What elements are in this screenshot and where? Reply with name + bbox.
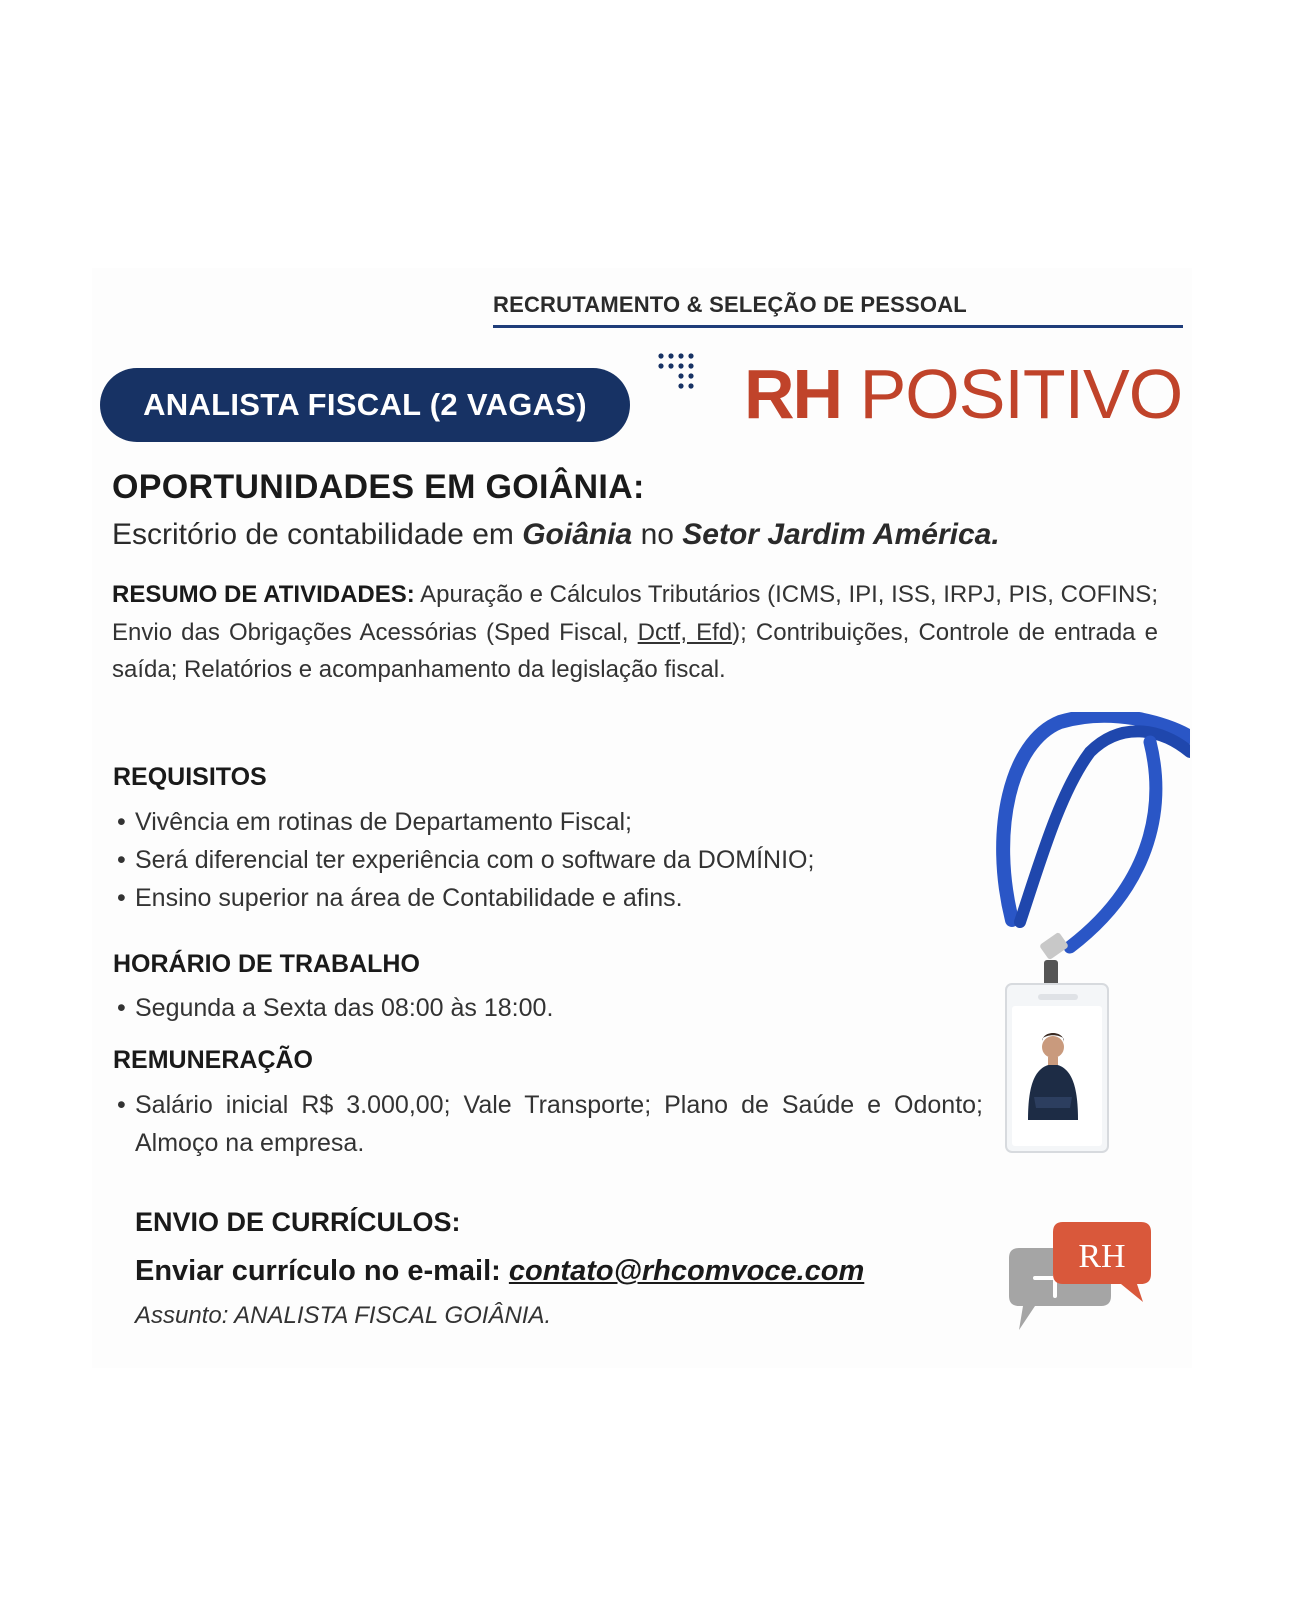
list-item: • Será diferencial ter experiência com o software da DOMÍNIO; <box>113 841 814 879</box>
rh-chat-bubbles-icon <box>1005 1218 1155 1348</box>
lanyard-badge-icon <box>990 712 1190 1192</box>
summary-underlined: Dctf, Efd <box>637 618 733 646</box>
application-subject: Assunto: ANALISTA FISCAL GOIÂNIA. <box>135 1302 552 1329</box>
list-item: • Ensino superior na área de Contabilidade e afins. <box>113 879 814 917</box>
list-item: • Salário inicial R$ 3.000,00; Vale Transporte; Plano de Saúde e Odonto; Almoço na empresa. <box>113 1086 983 1162</box>
job-title-pill: ANALISTA FISCAL (2 VAGAS) <box>100 368 630 442</box>
email-link[interactable]: contato@rhcomvoce.com <box>508 1255 865 1287</box>
opportunities-title: OPORTUNIDADES EM GOIÂNIA: <box>112 468 645 506</box>
intro-text: Escritório de contabilidade em Goiânia no Setor Jardim América. <box>112 518 1000 551</box>
logo-rh: RH <box>744 355 842 433</box>
list-item: • Vivência em rotinas de Departamento Fiscal; <box>113 803 814 841</box>
application-email-line: Enviar currículo no e-mail: contato@rhcomvoce.com <box>135 1255 865 1287</box>
rh-positivo-logo <box>744 356 1182 432</box>
summary-label: RESUMO DE ATIVIDADES: <box>112 581 415 608</box>
chat-rh-text: RH <box>1078 1238 1126 1275</box>
dots-decoration-icon <box>657 352 697 398</box>
tagline-underline <box>493 325 1183 328</box>
requirements-title: REQUISITOS <box>113 763 267 791</box>
intro-city: Goiânia <box>522 518 633 551</box>
requirements-list <box>113 803 814 917</box>
compensation-title: REMUNERAÇÃO <box>113 1046 313 1074</box>
logo-positivo: POSITIVO <box>859 355 1183 433</box>
intro-district: Setor Jardim América. <box>682 518 1000 551</box>
activities-summary: RESUMO DE ATIVIDADES: Apuração e Cálculos Tributários (ICMS, IPI, ISS, IRPJ, PIS, COFINS; Envio das Obrigações Acessórias (Sped Fiscal, Dctf, Efd); Contribuições, Controle de entrada e saída; Relatórios e acompanhamento da legislação fiscal. <box>112 581 1158 683</box>
schedule-list <box>113 989 553 1027</box>
tagline: RECRUTAMENTO & SELEÇÃO DE PESSOAL <box>493 292 967 317</box>
list-item: • Segunda a Sexta das 08:00 às 18:00. <box>113 989 553 1027</box>
application-title: ENVIO DE CURRÍCULOS: <box>135 1207 461 1237</box>
schedule-title: HORÁRIO DE TRABALHO <box>113 950 420 978</box>
compensation-list <box>113 1086 983 1162</box>
